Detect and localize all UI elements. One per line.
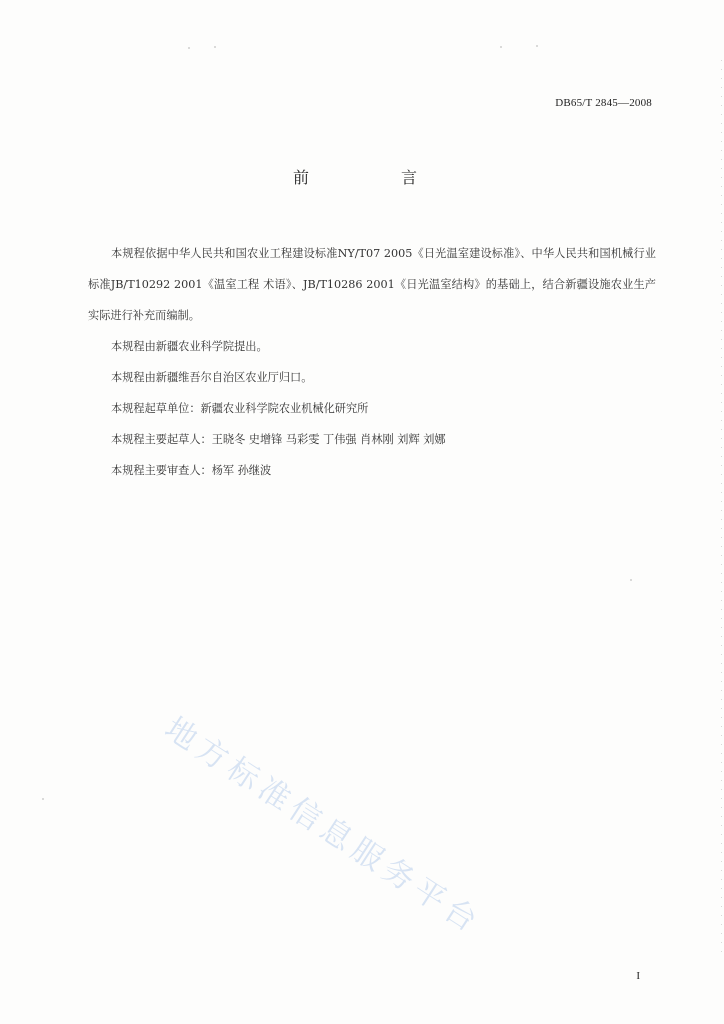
watermark: 地方标准信息服务平台 [158,710,489,943]
scan-speck [214,46,216,48]
scan-speck [630,579,632,581]
foreword-paragraph-authority: 本规程由新疆维吾尔自治区农业厅归口。 [111,371,313,384]
foreword-paragraph-proposer: 本规程由新疆农业科学院提出。 [111,340,268,353]
scan-speck [42,798,44,800]
page-number: I [636,970,640,982]
foreword-paragraph-basis: 本规程依据中华人民共和国农业工程建设标准NY/T07 2005《日光温室建设标准》、中华人民共和国机械行业标准JB/T10292 2001《温室工程 术语》、JB/T10286 2001《日光温室结构》的基础上，结合新疆设施农业生产实际进行补充而编制。 [88,247,656,322]
standard-code: DB65/T 2845—2008 [555,97,652,109]
scan-speck [500,46,502,48]
foreword-paragraph-drafting-unit: 本规程起草单位：新疆农业科学院农业机械化研究所 [111,402,369,415]
scan-speck [188,47,190,49]
foreword-paragraph-reviewers: 本规程主要审查人：杨军 孙继波 [111,464,272,477]
foreword-paragraph-drafters: 本规程主要起草人：王晓冬 史增锋 马彩雯 丁伟强 肖林刚 刘辉 刘娜 [111,433,446,446]
scan-edge-marks [721,60,722,960]
scan-speck [536,45,538,47]
page-title: 前 言 [292,168,455,187]
foreword-body [88,238,656,486]
